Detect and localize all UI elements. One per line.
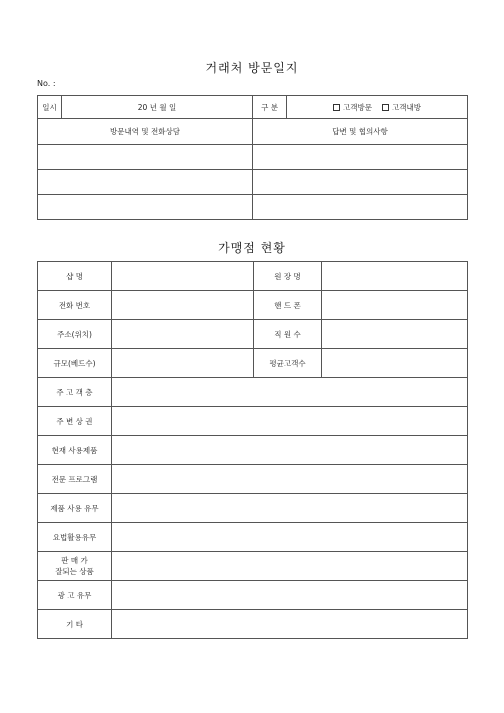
checkbox-icon[interactable] <box>333 104 340 111</box>
best-selling-field[interactable] <box>112 552 468 581</box>
table-row <box>38 610 468 639</box>
store-status-table <box>37 261 468 639</box>
table-row <box>38 581 468 610</box>
checkbox-icon[interactable] <box>382 104 389 111</box>
mobile-field[interactable] <box>322 291 468 320</box>
customer-came-label: 고객내방 <box>392 102 421 112</box>
address-field[interactable] <box>112 320 254 349</box>
table-row <box>38 320 468 349</box>
reply-cell[interactable] <box>253 145 468 170</box>
visit-details-cell[interactable] <box>38 170 253 195</box>
mobile-label: 핸 드 폰 <box>254 291 322 320</box>
table-row <box>38 378 468 407</box>
program-field[interactable] <box>112 465 468 494</box>
main-customers-field[interactable] <box>112 378 468 407</box>
best-selling-label-line1: 판 매 가 <box>61 556 88 565</box>
trade-area-field[interactable] <box>112 407 468 436</box>
visit-entry-row <box>38 195 468 220</box>
store-status-title: 가맹점 현황 <box>218 241 286 255</box>
program-label: 전문 프로그램 <box>38 465 112 494</box>
store-name-label: 샵 명 <box>38 262 112 291</box>
current-products-label: 현재 사용제품 <box>38 436 112 465</box>
table-row <box>38 465 468 494</box>
reply-header: 답변 및 협의사항 <box>253 119 468 145</box>
visit-log-title: 거래처 방문일지 <box>205 61 299 75</box>
best-selling-label <box>38 552 112 581</box>
customer-visit-label: 고객방문 <box>343 102 372 112</box>
table-row <box>38 552 468 581</box>
director-name-field[interactable] <box>322 262 468 291</box>
store-name-field[interactable] <box>112 262 254 291</box>
table-row <box>38 291 468 320</box>
visit-header-row <box>38 119 468 145</box>
therapy-use-label: 요법활용유무 <box>38 523 112 552</box>
staff-count-field[interactable] <box>322 320 468 349</box>
scale-field[interactable] <box>112 349 254 378</box>
product-use-label: 제품 사용 유무 <box>38 494 112 523</box>
customer-came-option[interactable] <box>382 103 421 112</box>
current-products-field[interactable] <box>112 436 468 465</box>
table-row <box>38 349 468 378</box>
visit-log-table <box>37 95 468 220</box>
table-row <box>38 407 468 436</box>
table-row <box>38 523 468 552</box>
visit-entry-row <box>38 170 468 195</box>
document-number-label: No. : <box>37 79 56 88</box>
best-selling-label-line2: 잘되는 상품 <box>55 567 94 576</box>
staff-count-label: 직 원 수 <box>254 320 322 349</box>
visit-entry-row <box>38 145 468 170</box>
phone-field[interactable] <box>112 291 254 320</box>
visit-details-header: 방문내역 및 전화상담 <box>38 119 253 145</box>
date-field[interactable]: 20 년 월 일 <box>62 96 253 119</box>
therapy-use-field[interactable] <box>112 523 468 552</box>
customer-visit-option[interactable] <box>333 103 372 112</box>
visit-date-row <box>38 96 468 119</box>
product-use-field[interactable] <box>112 494 468 523</box>
table-row <box>38 494 468 523</box>
ad-use-label: 광 고 유무 <box>38 581 112 610</box>
avg-customers-field[interactable] <box>322 349 468 378</box>
phone-label: 전화 번호 <box>38 291 112 320</box>
date-label: 일시 <box>38 96 62 119</box>
visit-type-options <box>287 96 468 119</box>
table-row <box>38 262 468 291</box>
main-customers-label: 주 고 객 층 <box>38 378 112 407</box>
scale-label: 규모(베드수) <box>38 349 112 378</box>
table-row <box>38 436 468 465</box>
trade-area-label: 주 변 상 권 <box>38 407 112 436</box>
address-label: 주소(위치) <box>38 320 112 349</box>
reply-cell[interactable] <box>253 170 468 195</box>
other-label: 기 타 <box>38 610 112 639</box>
visit-details-cell[interactable] <box>38 145 253 170</box>
visit-details-cell[interactable] <box>38 195 253 220</box>
other-field[interactable] <box>112 610 468 639</box>
ad-use-field[interactable] <box>112 581 468 610</box>
type-label: 구 분 <box>253 96 287 119</box>
reply-cell[interactable] <box>253 195 468 220</box>
director-name-label: 원 장 명 <box>254 262 322 291</box>
avg-customers-label: 평균고객수 <box>254 349 322 378</box>
